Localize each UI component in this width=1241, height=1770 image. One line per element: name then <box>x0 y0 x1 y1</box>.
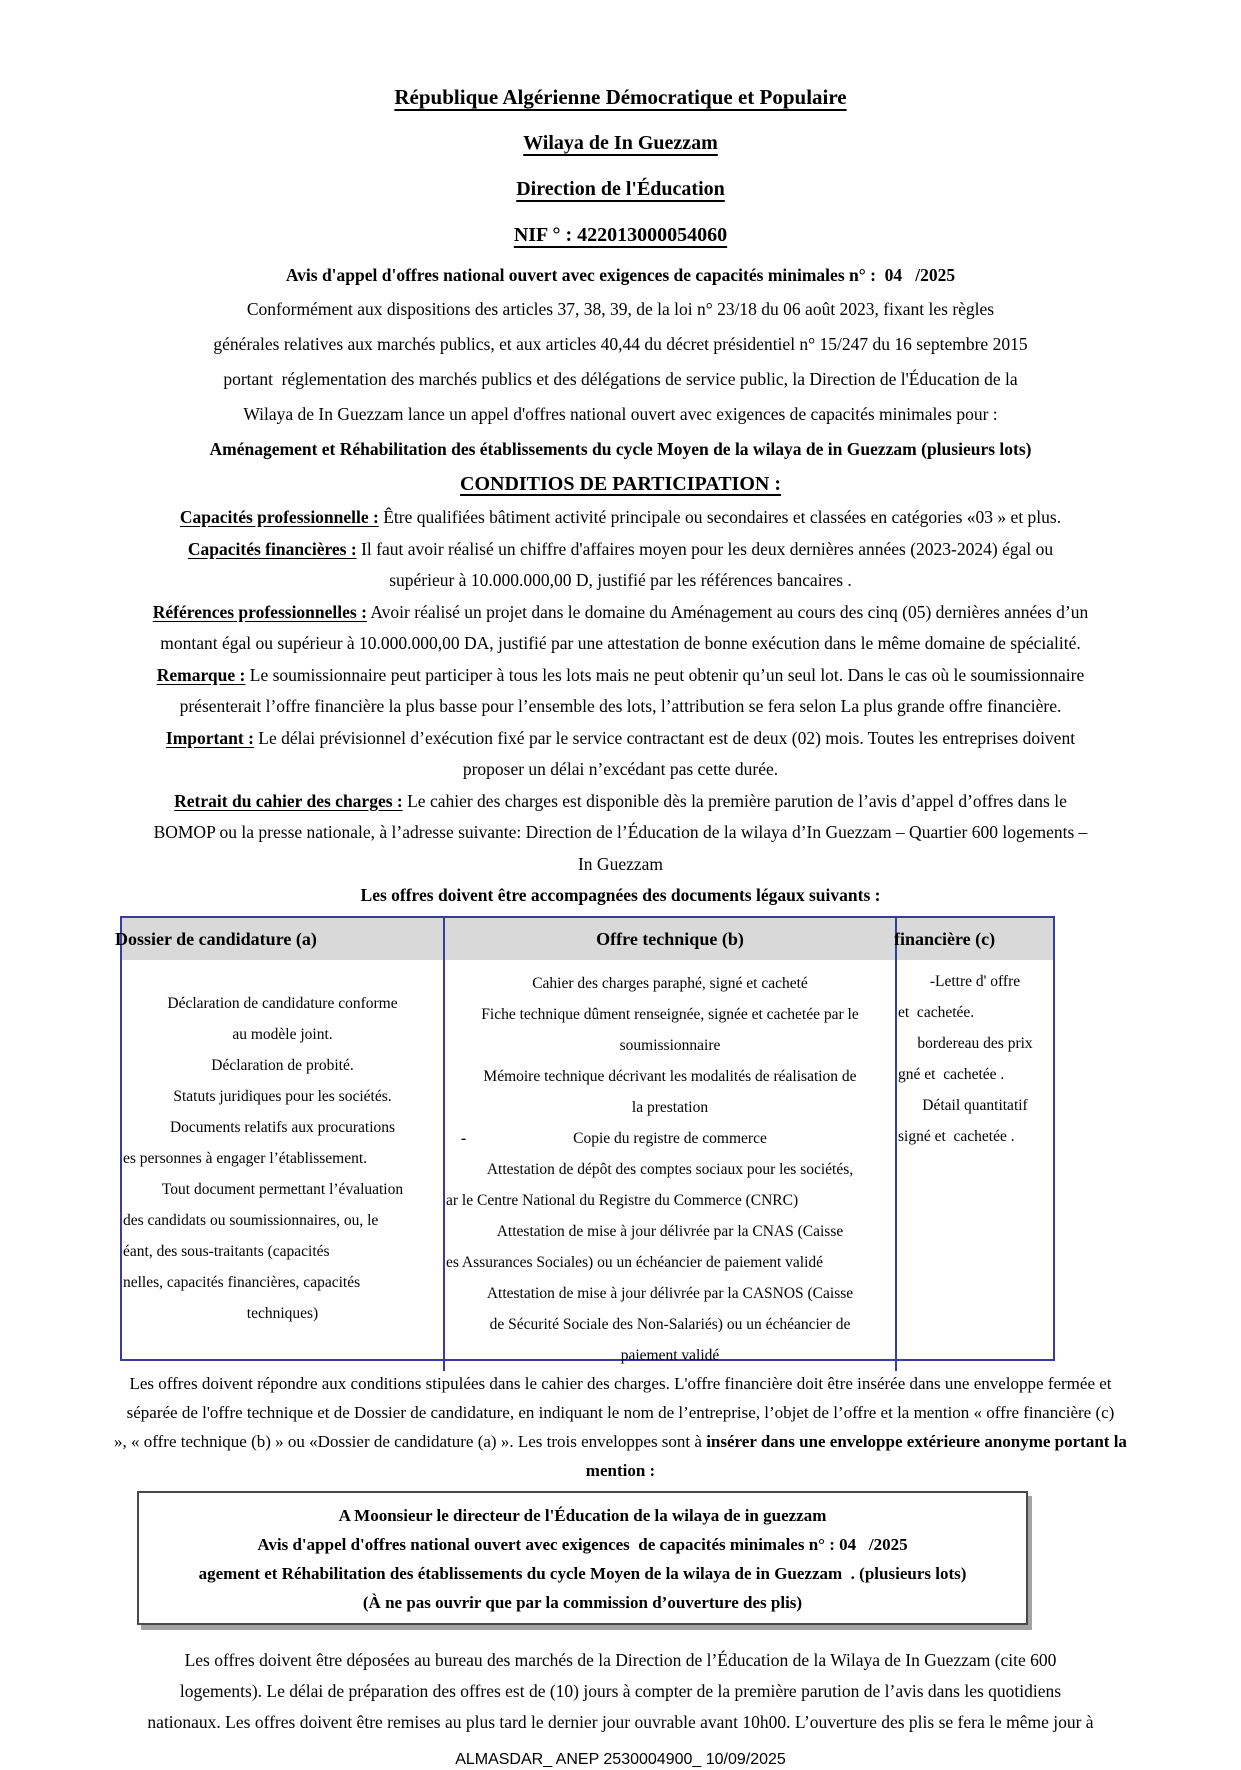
wilaya-title: Wilaya de In Guezzam <box>523 132 718 154</box>
notice-title: Avis d'appel d'offres national ouvert avec exigences de capacités minimales n° : 04 /2025 <box>285 265 956 285</box>
condition-withdrawal-cont2: In Guezzam <box>577 853 664 874</box>
conditions-heading: CONDITIOS DE PARTICIPATION : <box>460 473 781 495</box>
table-line: Cahier des charges paraphé, signé et cacheté <box>532 974 808 992</box>
condition-important: Important : Le délai prévisionnel d’exécution fixé par le service contractant est de deux (02) mois. Toutes les entreprises doivent <box>165 727 1076 748</box>
condition-references: Références professionnelles : Avoir réalisé un projet dans le domaine du Aménagement au cours des cinq (05) dernières années d’un <box>152 601 1089 622</box>
table-line: Documents relatifs aux procurations <box>169 1118 396 1136</box>
condition-financial-cont: supérieur à 10.000.000,00 D, justifié par les références bancaires . <box>389 570 852 590</box>
table-line: Tout document permettant l’évaluation <box>161 1180 404 1198</box>
intro-line: portant réglementation des marchés publics et des délégations de service public, la Direction de l'Éducation de la <box>223 369 1018 389</box>
intro-paragraph <box>30 292 1211 502</box>
table-cell-technical <box>445 960 895 1371</box>
table-line: soumissionnaire <box>619 1036 721 1054</box>
table-line: Fiche technique dûment renseignée, signée et cachetée par le <box>481 1005 859 1023</box>
submission-paragraph <box>30 1645 1211 1738</box>
table-line: au modèle joint. <box>232 1025 333 1043</box>
mention-line: (À ne pas ouvrir que par la commission d’ouverture des plis) <box>362 1592 803 1612</box>
table-line: Statuts juridiques pour les sociétés. <box>173 1087 392 1105</box>
table-line: Détail quantitatif <box>922 1096 1028 1114</box>
table-header-technical: Offre technique (b) <box>445 918 895 960</box>
table-line: -Lettre d' offre <box>929 972 1021 990</box>
mention-line: Avis d'appel d'offres national ouvert avec exigences de capacités minimales n° : 04 /2025 <box>257 1534 908 1554</box>
table-cell-financial <box>897 960 1053 1152</box>
table-line: es Assurances Sociales) ou un échéancier de paiement validé <box>446 1253 824 1271</box>
project-title: Aménagement et Réhabilitation des établissements du cycle Moyen de la wilaya de in Guezzam (plusieurs lots) <box>209 439 1032 459</box>
anep-footer: ALMASDAR_ ANEP 2530004900_ 10/09/2025 <box>455 1750 786 1768</box>
envelope-mention: mention : <box>585 1460 656 1480</box>
table-line: ar le Centre National du Registre du Commerce (CNRC) <box>446 1191 799 1209</box>
table-line: la prestation <box>631 1098 709 1116</box>
documents-heading: Les offres doivent être accompagnées des documents légaux suivants : <box>360 885 881 905</box>
participation-conditions <box>30 502 1211 912</box>
direction-title: Direction de l'Éducation <box>516 178 725 200</box>
condition-important-cont: proposer un délai n’excédant pas cette durée. <box>462 759 779 779</box>
dash-bullet: - <box>461 1129 467 1147</box>
table-line: nelles, capacités financières, capacités <box>123 1273 361 1291</box>
table-line: des candidats ou soumissionnaires, ou, le <box>123 1211 379 1229</box>
condition-financial: Capacités financières : Il faut avoir réalisé un chiffre d'affaires moyen pour les deux dernières années (2023-2024) égal ou <box>187 538 1054 559</box>
closing-line: logements). Le délai de préparation des offres est de (10) jours à compter de la première parution de l’avis dans les quotidiens <box>179 1680 1062 1701</box>
envelope-instructions <box>30 1369 1211 1485</box>
table-line: de Sécurité Sociale des Non-Salariés) ou un échéancier de <box>489 1315 851 1333</box>
table-line: Mémoire technique décrivant les modalités de réalisation de <box>483 1067 857 1085</box>
table-line-registre: - Copie du registre de commerce <box>445 1123 895 1154</box>
condition-withdrawal-cont: BOMOP ou la presse nationale, à l’adresse suivante: Direction de l’Éducation de la wilaya d’In Guezzam – Quartier 600 logements – <box>153 822 1088 842</box>
table-line: Déclaration de candidature conforme <box>167 994 398 1012</box>
table-header-financial: financière (c) <box>897 918 1053 960</box>
table-line: bordereau des prix <box>917 1034 1033 1052</box>
condition-remark-cont: présenterait l’offre financière la plus basse pour l’ensemble des lots, l’attribution se fera selon La plus grande offre financière. <box>179 696 1062 716</box>
table-line: techniques) <box>246 1304 319 1322</box>
intro-line: générales relatives aux marchés publics, et aux articles 40,44 du décret présidentiel n° 15/247 du 16 septembre 2015 <box>213 334 1028 354</box>
table-line: éant, des sous-traitants (capacités <box>123 1242 330 1260</box>
table-column-financial <box>894 918 1053 1371</box>
republic-title: République Algérienne Démocratique et Populaire <box>394 85 847 109</box>
table-line: et cachetée. <box>898 1003 975 1021</box>
outer-envelope-mention-box <box>137 1491 1028 1625</box>
closing-line: nationaux. Les offres doivent être remises au plus tard le dernier jour ouvrable avant 10h00. L’ouverture des plis se fera le même jour à <box>147 1711 1094 1732</box>
nif-number: NIF ° : 422013000054060 <box>513 224 728 246</box>
table-column-candidature <box>115 918 445 1371</box>
mention-line: A Moonsieur le directeur de l'Éducation de la wilaya de in guezzam <box>338 1505 827 1525</box>
intro-line: Conformément aux dispositions des articles 37, 38, 39, de la loi n° 23/18 du 06 août 2023, fixant les règles <box>246 299 995 319</box>
condition-withdrawal: Retrait du cahier des charges : Le cahier des charges est disponible dès la première parution de l’avis d’appel d’offres dans le <box>174 790 1067 811</box>
table-line: paiement validé <box>620 1346 720 1364</box>
condition-remark: Remarque : Le soumissionnaire peut participer à tous les lots mais ne peut obtenir qu’un seul lot. Dans le cas où le soumissionnaire <box>156 664 1085 685</box>
table-line: es personnes à engager l’établissement. <box>123 1149 368 1167</box>
closing-line: Les offres doivent être déposées au bureau des marchés de la Direction de l’Éducation de la Wilaya de In Guezzam (cite 600 <box>184 1649 1057 1670</box>
envelope-line: séparée de l'offre technique et de Dossier de candidature, en indiquant le nom de l’entreprise, l’objet de l’offre et la mention « offre financière (c) <box>126 1402 1115 1422</box>
condition-professional: Capacités professionnelle : Être qualifiées bâtiment activité principale ou secondaires et classées en catégories «03 » et plus. <box>179 507 1062 527</box>
table-line: Déclaration de probité. <box>211 1056 354 1074</box>
envelope-line: Les offres doivent répondre aux conditions stipulées dans le cahier des charges. L'offre financière doit être insérée dans une enveloppe fermée et <box>129 1373 1112 1393</box>
table-header-candidature: Dossier de candidature (a) <box>122 918 443 960</box>
table-line: gné et cachetée . <box>898 1065 1005 1083</box>
intro-line: Wilaya de In Guezzam lance un appel d'offres national ouvert avec exigences de capacités minimales pour : <box>243 404 998 424</box>
table-column-technical <box>445 918 897 1371</box>
documents-table <box>115 916 1055 1364</box>
mention-line: agement et Réhabilitation des établissements du cycle Moyen de la wilaya de in Guezzam . (plusieurs lots) <box>198 1563 967 1583</box>
table-line: Attestation de dépôt des comptes sociaux pour les sociétés, <box>486 1160 854 1178</box>
table-line: Attestation de mise à jour délivrée par la CNAS (Caisse <box>496 1222 844 1240</box>
table-cell-candidature <box>122 960 443 1329</box>
table-line: Attestation de mise à jour délivrée par la CASNOS (Caisse <box>486 1284 854 1302</box>
condition-references-cont: montant égal ou supérieur à 10.000.000,00 DA, justifié par une attestation de bonne exécution dans le même domaine de spécialité. <box>160 633 1081 653</box>
table-line: signé et cachetée . <box>898 1127 1015 1145</box>
envelope-line: », « offre technique (b) » ou «Dossier de candidature (a) ». Les trois enveloppes sont à insérer dans une enveloppe extérieure anonyme portant la <box>114 1431 1127 1451</box>
